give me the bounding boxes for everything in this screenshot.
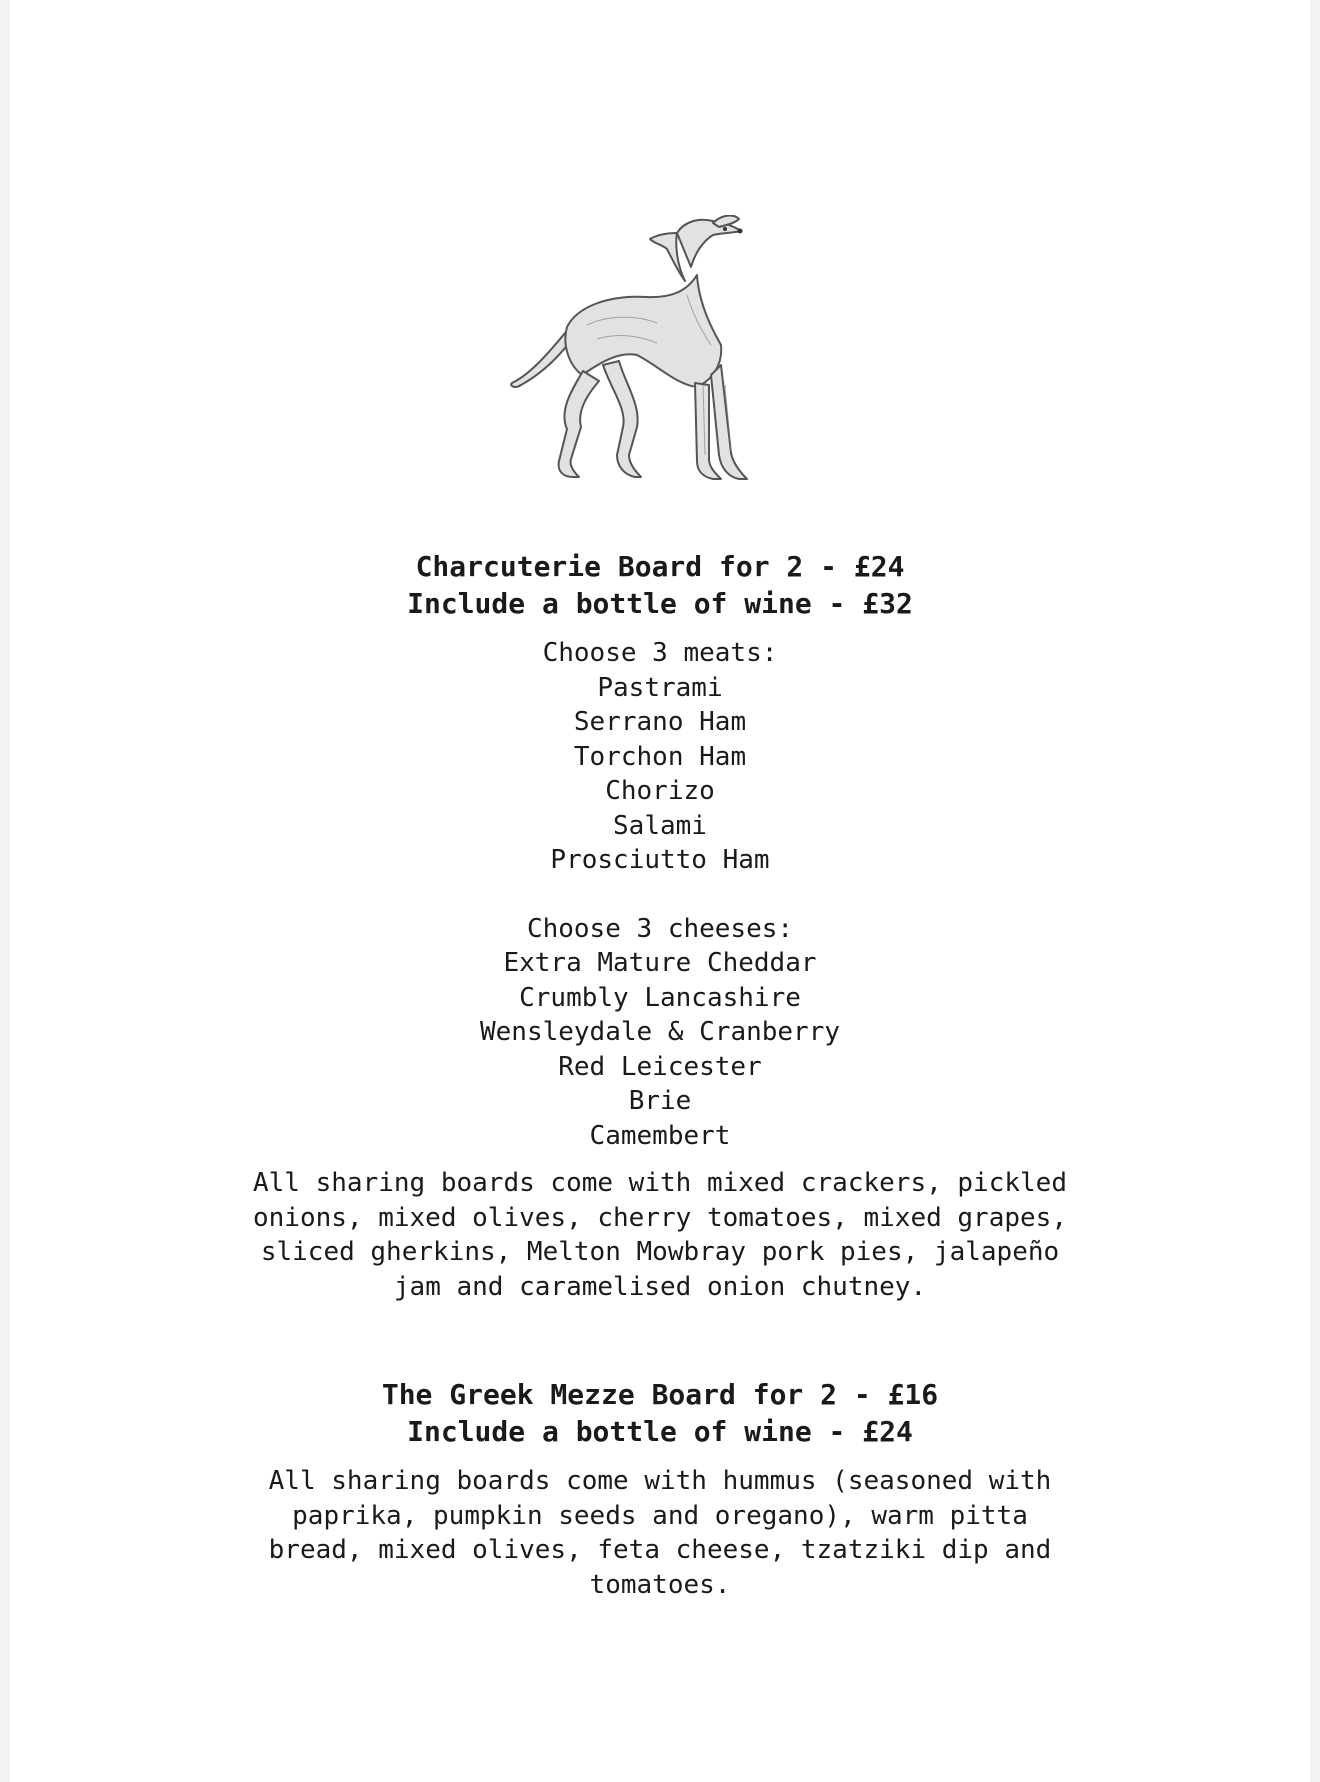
list-item: Prosciutto Ham xyxy=(550,845,770,875)
list-item: Brie xyxy=(628,1086,692,1116)
greek-mezze-title: The Greek Mezze Board for 2 - £16 xyxy=(381,1378,939,1411)
greek-mezze-section xyxy=(10,1376,1310,1602)
list-item: Serrano Ham xyxy=(573,707,747,737)
charcuterie-note: All sharing boards come with mixed crackers, pickled onions, mixed olives, cherry tomatoes, mixed grapes, sliced gherkins, Melton Mowbray pork pies, jalapeño jam and caramelised onion chutney. xyxy=(253,1168,1067,1302)
meats-list xyxy=(10,636,1310,878)
charcuterie-title: Charcuterie Board for 2 - £24 xyxy=(415,550,905,583)
cheeses-heading: Choose 3 cheeses: xyxy=(526,913,794,944)
list-item: Salami xyxy=(613,810,707,841)
list-item: Pastrami xyxy=(597,672,723,703)
list-item: Camembert xyxy=(589,1120,731,1151)
greek-mezze-note: All sharing boards come with hummus (seasoned with paprika, pumpkin seeds and oregano), warm pitta bread, mixed olives, feta cheese, tzatziki dip and tomatoes. xyxy=(268,1466,1052,1600)
meats-heading: Choose 3 meats: xyxy=(542,638,778,668)
list-item: Torchon Ham xyxy=(573,741,747,772)
charcuterie-section xyxy=(10,548,1310,1304)
greyhound-illustration xyxy=(507,215,797,505)
list-item: Wensleydale & Cranberry xyxy=(479,1017,841,1047)
charcuterie-wine-option: Include a bottle of wine - £32 xyxy=(407,587,913,620)
list-item: Red Leicester xyxy=(558,1051,762,1082)
cheeses-list xyxy=(10,912,1310,1154)
menu-page xyxy=(10,0,1310,1782)
list-item: Chorizo xyxy=(605,776,715,806)
list-item: Extra Mature Cheddar xyxy=(503,948,817,978)
menu-content xyxy=(10,548,1310,1602)
list-item: Crumbly Lancashire xyxy=(519,982,801,1013)
greek-mezze-wine-option: Include a bottle of wine - £24 xyxy=(407,1415,913,1448)
